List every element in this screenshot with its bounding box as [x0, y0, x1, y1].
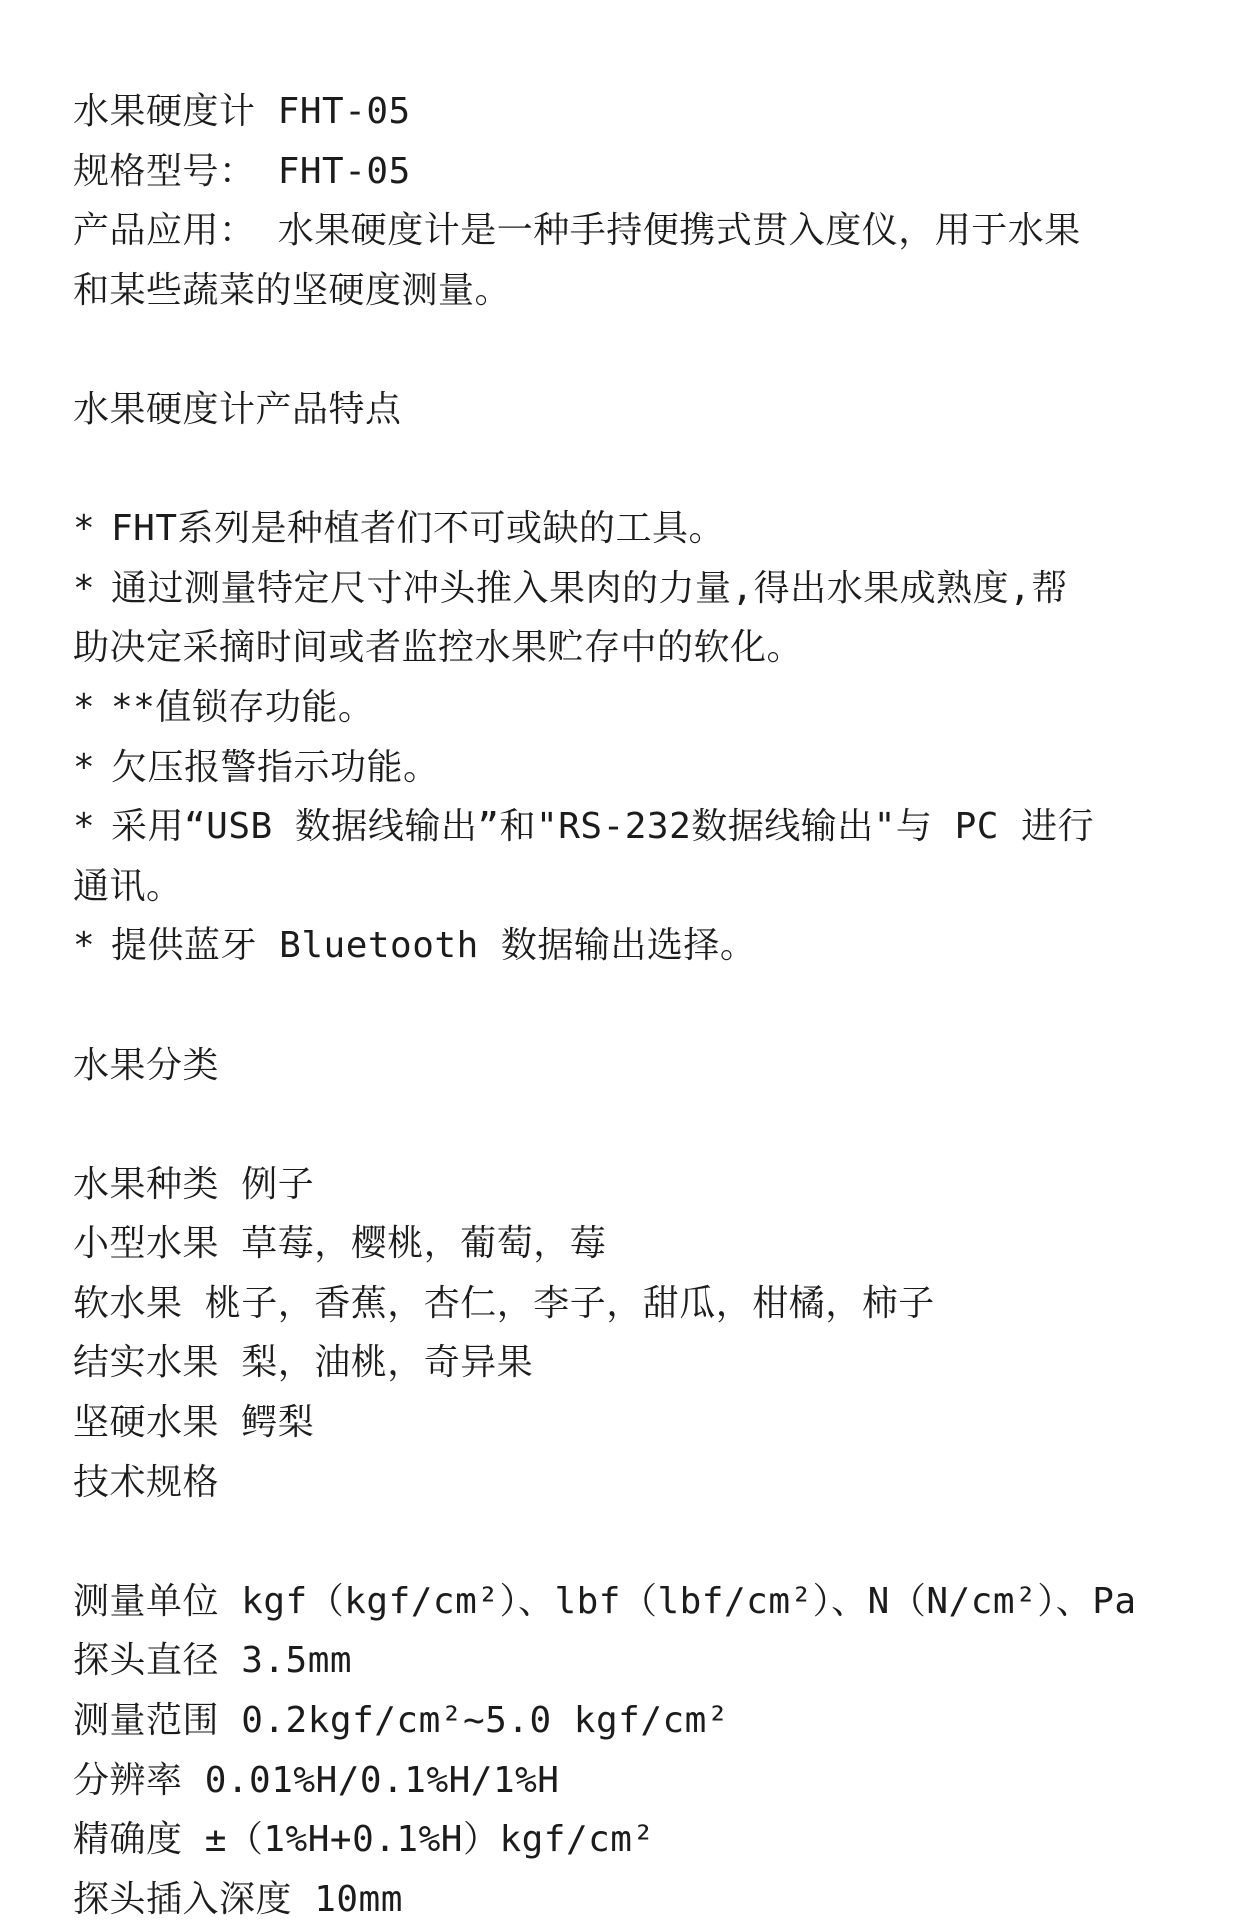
spacer [73, 1095, 1183, 1155]
spec-label: 探头插入深度 [73, 1878, 293, 1920]
feature-item-2-cont: 助决定采摘时间或者监控水果贮存中的软化。 [73, 627, 804, 669]
document-title: 水果硬度计 FHT-05 [73, 91, 411, 132]
spec-row [73, 1751, 1183, 1811]
application-line-1 [73, 201, 1183, 261]
application-text-1: 水果硬度计是一种手持便携式贯入度仪，用于水果 [277, 210, 1081, 252]
fruit-examples: 草莓，樱桃，葡萄，莓 [241, 1223, 607, 1265]
bullet-star: * [73, 806, 96, 848]
spec-row [73, 1631, 1183, 1691]
feature-item-4 [73, 738, 1183, 798]
features-heading: 水果硬度计产品特点 [73, 388, 402, 430]
fruit-type: 软水果 [73, 1282, 183, 1324]
classification-heading: 水果分类 [73, 1044, 220, 1086]
classification-col-examples: 例子 [241, 1163, 315, 1205]
spec-row [73, 1810, 1183, 1870]
model-value: FHT-05 [277, 150, 411, 192]
spec-label: 探头直径 [73, 1640, 220, 1682]
spec-row [73, 1691, 1183, 1751]
bullet-star: * [73, 746, 96, 788]
spec-value: kgf（kgf/cm²）、lbf（lbf/cm²）、N（N/cm²）、Pa [241, 1580, 1137, 1622]
feature-item-5 [73, 797, 1183, 857]
classification-row [73, 1333, 1183, 1393]
spec-label: 测量范围 [73, 1700, 220, 1742]
model-line [73, 142, 1183, 202]
classification-header-row [73, 1155, 1183, 1215]
classification-row [73, 1393, 1183, 1453]
spec-value: 0.01%H/0.1%H/1%H [204, 1759, 560, 1801]
fruit-type: 结实水果 [73, 1342, 220, 1384]
feature-item-2 [73, 559, 1183, 619]
spacer [73, 976, 1183, 1036]
feature-item-6 [73, 916, 1183, 976]
feature-item-1 [73, 499, 1183, 559]
spec-row [73, 1870, 1183, 1929]
bullet-star: * [73, 567, 96, 609]
feature-text: FHT系列是种植者们不可或缺的工具。 [111, 508, 726, 550]
feature-text: **值锁存功能。 [111, 686, 375, 728]
spec-value: 10mm [314, 1878, 403, 1920]
feature-item-5-cont: 通讯。 [73, 865, 183, 907]
spec-value: 3.5mm [241, 1640, 353, 1682]
spec-value: 0.2kgf/cm²~5.0 kgf/cm² [241, 1700, 730, 1742]
spacer [73, 320, 1183, 380]
fruit-type: 坚硬水果 [73, 1402, 220, 1444]
spec-label: 精确度 [73, 1819, 183, 1861]
spacer [73, 1512, 1183, 1572]
fruit-examples: 梨，油桃，奇异果 [241, 1342, 534, 1384]
feature-item-3 [73, 678, 1183, 738]
bullet-star: * [73, 508, 96, 550]
classification-row [73, 1214, 1183, 1274]
model-label: 规格型号： [73, 150, 256, 192]
document-body [73, 82, 1183, 1929]
feature-text: 采用“USB 数据线输出”和"RS-232数据线输出"与 PC 进行 [111, 806, 1095, 848]
feature-text: 提供蓝牙 Bluetooth 数据输出选择。 [111, 925, 757, 967]
spec-value: ±（1%H+0.1%H）kgf/cm² [204, 1819, 655, 1861]
spacer [73, 440, 1183, 500]
feature-text: 欠压报警指示功能。 [111, 746, 440, 788]
bullet-star: * [73, 686, 96, 728]
fruit-type: 小型水果 [73, 1223, 220, 1265]
application-line-2: 和某些蔬菜的坚硬度测量。 [73, 269, 512, 311]
classification-col-type: 水果种类 [73, 1163, 220, 1205]
bullet-star: * [73, 925, 96, 967]
spec-label: 分辨率 [73, 1759, 183, 1801]
fruit-examples: 桃子，香蕉，杏仁，李子，甜瓜，柑橘，柿子 [204, 1282, 935, 1324]
fruit-examples: 鳄梨 [241, 1402, 315, 1444]
classification-row [73, 1274, 1183, 1334]
specs-heading: 技术规格 [73, 1461, 220, 1503]
application-label: 产品应用： [73, 210, 256, 252]
spec-label: 测量单位 [73, 1580, 220, 1622]
feature-text: 通过测量特定尺寸冲头推入果肉的力量,得出水果成熟度,帮 [111, 567, 1068, 609]
spec-row [73, 1572, 1183, 1632]
